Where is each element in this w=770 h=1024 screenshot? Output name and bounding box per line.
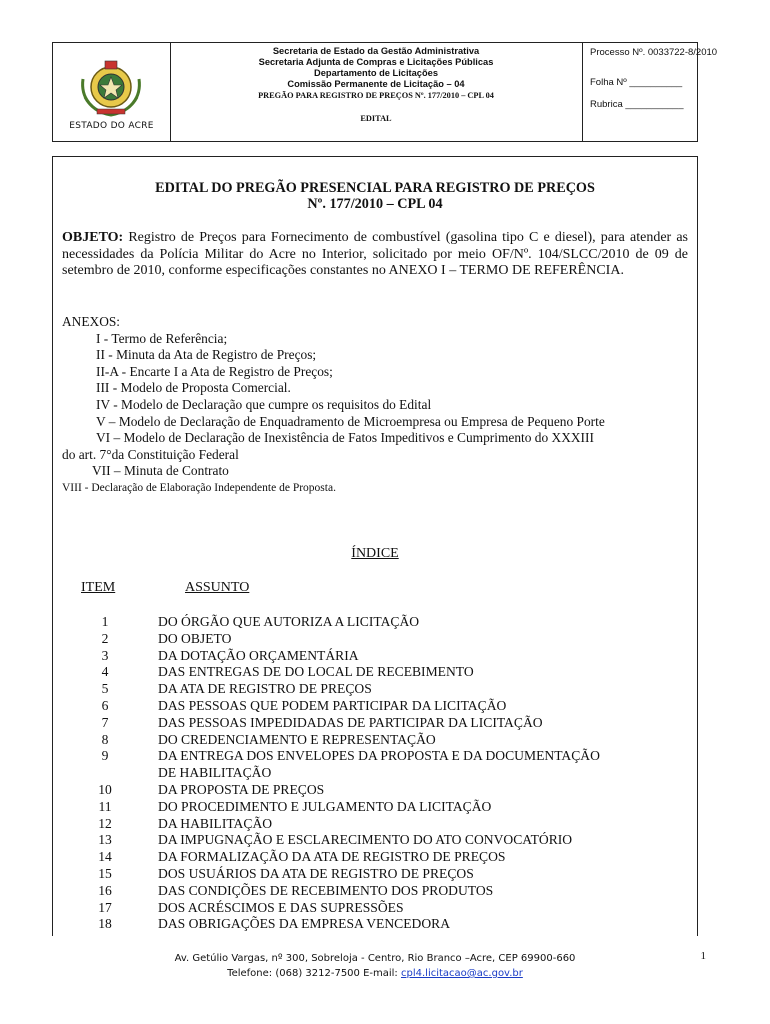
- index-row-number: 15: [98, 866, 112, 881]
- index-row-subject: DO ÓRGÃO QUE AUTORIZA A LICITAÇÃO: [158, 614, 420, 629]
- index-row-subject: DA ENTREGA DOS ENVELOPES DA PROPOSTA E DA DOCUMENTAÇÃO: [158, 748, 600, 764]
- indice-title: ÍNDICE: [351, 546, 399, 561]
- index-row-number: 1: [101, 614, 109, 629]
- anexo-item: VIII - Declaração de Elaboração Independente de Proposta.: [62, 481, 336, 494]
- processo-number: Processo Nº. 0033722-8/2010: [590, 47, 718, 58]
- index-row-number: 2: [101, 630, 109, 646]
- index-row-number: 3: [101, 647, 109, 663]
- index-row-subject: DA FORMALIZAÇÃO DA ATA DE REGISTRO DE PREÇOS: [158, 849, 506, 865]
- index-row-number: 13: [98, 832, 112, 848]
- anexos-list: [62, 314, 692, 497]
- footer-email-link[interactable]: cpl4.licitacao@ac.gov.br: [401, 968, 523, 979]
- footer-phone: Telefone: (068) 3212-7500 E-mail:: [227, 968, 398, 979]
- objeto-label: OBJETO:: [62, 230, 124, 245]
- header-line: Secretaria de Estado da Gestão Administrativa: [272, 46, 480, 56]
- acre-coat-of-arms-icon: [79, 57, 143, 119]
- anexo-item: V – Modelo de Declaração de Enquadramento de Microempresa ou Empresa de Pequeno Porte: [96, 413, 605, 429]
- footer-address: Av. Getúlio Vargas, nº 300, Sobreloja - Centro, Rio Branco –Acre, CEP 69900-660: [174, 953, 576, 964]
- document-title: EDITAL DO PREGÃO PRESENCIAL PARA REGISTRO DE PREÇOS: [155, 180, 595, 196]
- index-row-number: 6: [101, 698, 109, 713]
- index-row-subject: DAS CONDIÇÕES DE RECEBIMENTO DOS PRODUTOS: [158, 882, 494, 898]
- index-row-number: 16: [98, 882, 112, 898]
- index-row-number: 5: [101, 681, 109, 697]
- folha-field: Folha Nº __________: [590, 77, 683, 88]
- index-row-number: 14: [98, 849, 112, 865]
- index-row-subject: DA IMPUGNAÇÃO E ESCLARECIMENTO DO ATO CONVOCATÓRIO: [158, 832, 573, 848]
- index-row-number: 7: [101, 714, 109, 730]
- index-row-subject: DO CREDENCIAMENTO E REPRESENTAÇÃO: [158, 731, 436, 747]
- index-row-subject: DA DOTAÇÃO ORÇAMENTÁRIA: [158, 647, 359, 663]
- index-row-subject: DAS PESSOAS QUE PODEM PARTICIPAR DA LICITAÇÃO: [158, 698, 507, 713]
- edital-label: EDITAL: [360, 114, 392, 123]
- state-label: ESTADO DO ACRE: [69, 121, 154, 131]
- anexos-label: ANEXOS:: [62, 314, 121, 329]
- index-row-number: 11: [98, 798, 112, 814]
- document-subtitle: Nº. 177/2010 – CPL 04: [307, 196, 443, 212]
- header-line: Comissão Permanente de Licitação – 04: [287, 79, 465, 89]
- index-row-subject: DOS ACRÉSCIMOS E DAS SUPRESSÕES: [158, 899, 404, 915]
- index-row-number: 12: [98, 815, 112, 831]
- index-row-number: 9: [101, 748, 109, 764]
- rubrica-field: Rubrica ___________: [590, 99, 684, 110]
- index-row-subject: DO PROCEDIMENTO E JULGAMENTO DA LICITAÇÃO: [158, 798, 492, 814]
- pregao-line: PREGÃO PARA REGISTRO DE PREÇOS Nº. 177/2010 – CPL 04: [258, 91, 494, 100]
- index-row-subject: DAS OBRIGAÇÕES DA EMPRESA VENCEDORA: [158, 916, 451, 932]
- index-row-subject: DA PROPOSTA DE PREÇOS: [158, 782, 325, 797]
- index-row-subject: DOS USUÁRIOS DA ATA DE REGISTRO DE PREÇOS: [158, 866, 474, 881]
- header-institution-cell: [170, 43, 583, 141]
- page-number: 1: [700, 950, 706, 962]
- index-row-number: 4: [101, 664, 109, 680]
- index-row-number: 18: [98, 916, 112, 932]
- index-row-number: 17: [98, 899, 112, 915]
- index-row-number: 8: [101, 731, 109, 747]
- index-row-subject: DAS PESSOAS IMPEDIDADAS DE PARTICIPAR DA LICITAÇÃO: [158, 714, 543, 730]
- header-line: Departamento de Licitações: [314, 68, 438, 78]
- anexo-item: IV - Modelo de Declaração que cumpre os requisitos do Edital: [96, 396, 432, 412]
- anexo-item: III - Modelo de Proposta Comercial.: [96, 380, 291, 396]
- anexo-item: II-A - Encarte I a Ata de Registro de Preços;: [96, 363, 333, 379]
- process-info-cell: [582, 43, 718, 141]
- document-header: [52, 42, 718, 142]
- objeto-text: Registro de Preços para Fornecimento de combustível (gasolina tipo C e diesel), para atender as necessidades da Polícia Militar do Acre no Interior, solicitado por meio OF/Nº. 104/SLCC/2010 de 09 de setembro de 2010, conforme especificações constantes no ANEXO I – TERMO DE REFERÊNCIA.: [62, 230, 689, 278]
- col-header-item: ITEM: [81, 580, 116, 595]
- index-row-subject: DAS ENTREGAS DE DO LOCAL DE RECEBIMENTO: [158, 664, 474, 680]
- index-row-subject: DA HABILITAÇÃO: [158, 815, 273, 831]
- objeto-paragraph: [62, 230, 688, 280]
- index-row-subject: DA ATA DE REGISTRO DE PREÇOS: [158, 681, 372, 697]
- coat-of-arms-cell: [53, 43, 171, 141]
- anexo-item: I - Termo de Referência;: [96, 330, 228, 346]
- index-row-number: 10: [98, 782, 112, 797]
- anexo-item: VI – Modelo de Declaração de Inexistência de Fatos Impeditivos e Cumprimento do XXXIII: [96, 430, 594, 446]
- footer-contact: [52, 966, 698, 981]
- col-header-assunto: ASSUNTO: [185, 580, 250, 595]
- anexo-item: do art. 7°da Constituição Federal: [62, 446, 239, 462]
- index-row-subject: DE HABILITAÇÃO: [158, 765, 272, 781]
- header-line: Secretaria Adjunta de Compras e Licitações Públicas: [258, 57, 494, 67]
- anexo-item: II - Minuta da Ata de Registro de Preços;: [96, 347, 317, 363]
- anexo-item: VII – Minuta de Contrato: [92, 463, 229, 479]
- index-row-subject: DO OBJETO: [158, 630, 232, 646]
